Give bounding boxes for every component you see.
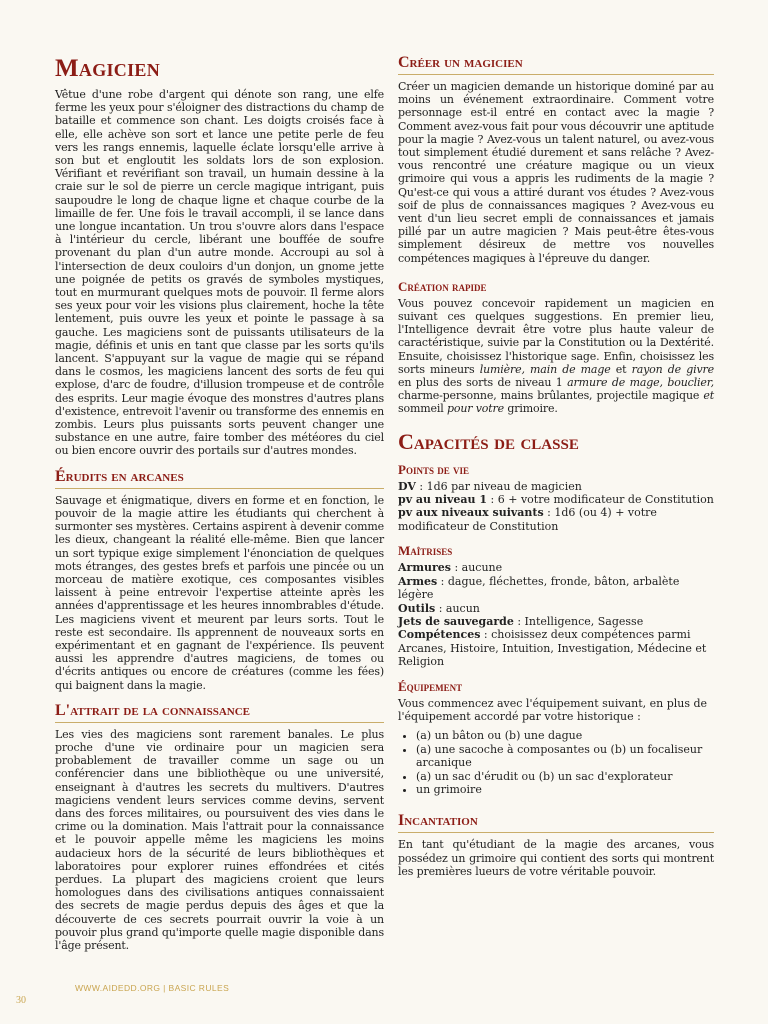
armes-line: Armes : dague, fléchettes, fronde, bâton, arbalète légère — [398, 574, 680, 602]
outils-line: Outils : aucun — [398, 601, 480, 615]
section-erudits-heading: Érudits en arcanes — [55, 468, 384, 489]
dv-line: DV : 1d6 par niveau de magicien — [398, 479, 582, 493]
armures-line: Armures : aucune — [398, 561, 503, 575]
pvn-line: pv aux niveaux suivants : 1d6 (ou 4) + votre modificateur de Constitution — [398, 506, 657, 533]
list-item: • (a) une sacoche à composantes ou (b) un focaliseur arcanique — [416, 743, 714, 770]
right-column — [398, 48, 714, 878]
class-title: Magicien — [55, 55, 161, 82]
list-item: • (a) un sac d'érudit ou (b) un sac d'explorateur — [416, 770, 714, 783]
list-item: • un grimoire — [416, 783, 714, 796]
section-creation-rapide-heading: Création rapide — [398, 278, 487, 294]
section-attrait-heading: L'attrait de la connaissance — [55, 702, 384, 723]
pv1-line: pv au niveau 1 : 6 + votre modificateur de Constitution — [398, 493, 714, 507]
list-item: • (a) un bâton ou (b) une dague — [416, 729, 714, 742]
section-creation-rapide-text: Vous pouvez concevoir rapidement un magicien en suivant ces quelques suggestions. En premier lieu, l'Intelligence devrait être votre plus haute valeur de caractéristique, suivie par la Constitution ou la Dextérité. Ensuite, choisissez l'historique sage. Enfin, choisissez les sorts mineurs lumière, main de mage et rayon de givre en plus des sorts de niveau 1 armure de mage, bouclier, charme-personne, mains brûlantes, projectile magique et sommeil pour votre grimoire. — [398, 296, 714, 416]
jets-line: Jets de sauvegarde : Intelligence, Sagesse — [398, 614, 644, 628]
maitrises-heading: Maîtrises — [398, 543, 453, 559]
equipement-list — [398, 729, 714, 796]
footer-site-link[interactable]: WWW.AIDEDD.ORG | BASIC RULES — [75, 983, 230, 993]
pv-heading: Points de vie — [398, 461, 469, 477]
section-erudits-text: Sauvage et énigmatique, divers en forme et en fonction, le pouvoir de la magie attire les étudiants qui cherchent à surmonter ses mystères. Certains aspirent à devenir comme les dieux, changeant la réalité elle-même. Bien que lancer un sort typique exige simplement l'énonciation de quelques mots étranges, des gestes brefs et parfois une pincée ou un morceau de matière exotique, ces composantes visibles laissent à peine entrevoir l'expertise atteinte après les années d'apprentissage et les heures innombrables d'étude. Les magiciens vivent et meurent par leurs sorts. Tout le reste est secondaire. Ils apprennent de nouveaux sorts en expérimentant et en gagnant de l'expérience. Ils peuvent aussi les apprendre d'autres magiciens, de tomes ou d'écrits antiques ou encore de créatures (comme les fées) qui baignent dans la magie. — [55, 493, 384, 692]
equipement-heading: Équipement — [398, 678, 463, 694]
left-column — [55, 48, 384, 952]
intro-paragraph: Vêtue d'une robe d'argent qui dénote son rang, une elfe ferme les yeux pour s'éloigner des distractions du champ de bataille et commence son chant. Les doigts croisés face à elle, elle achève son sort et lance une petite perle de feu vers les rangs ennemis, laquelle éclate lorsqu'elle arrive à son but et engloutit les soldats lors de son explosion. Vérifiant et revérifiant son travail, un humain dessine à la craie sur le sol de pierre un cercle magique intrigant, puis saupoudre le long de chaque ligne et chaque courbe de la limaille de fer. Une fois le travail accompli, il se lance dans une longue incantation. Un trou s'ouvre alors dans l'espace à l'intérieur du cercle, libérant une bouffée de soufre provenant du plan d'un autre monde. Accroupi au sol à l'intersection de deux couloirs d'un donjon, un gnome jette une poignée de petits os gravés de symboles mystiques, tout en murmurant quelques mots de pouvoir. Il ferme alors ses yeux pour voir les visions plus clairement, hoche la tête lentement, puis ouvre les yeux et pointe le passage à sa gauche. Les magiciens sont de puissants utilisateurs de la magie, définis et unis en tant que classe par les sorts qu'ils lancent. S'appuyant sur la vague de magie qui se répand dans le cosmos, les magiciens lancent des sorts de feu qui explose, d'arc de foudre, d'illusion trompeuse et de contrôle des esprits. Leur magie évoque des monstres d'autres plans d'existence, entrevoit l'avenir ou transforme des ennemis en zombis. Leurs plus puissants sorts peuvent changer une substance en une autre, faire tomber des météores du ciel ou bien encore ouvrir des portails sur d'autres mondes. — [55, 88, 384, 458]
incantation-heading: Incantation — [398, 812, 714, 833]
section-attrait-text: Les vies des magiciens sont rarement banales. Le plus proche d'une vie ordinaire pour un magicien sera probablement de travailler comme un sage ou un conférencier dans une bibliothèque ou une université, enseignant à d'autres les secrets du multivers. D'autres magiciens vendent leurs services comme devins, servent dans des forces militaires, ou poursuivent des vies dans le crime ou la domination. Mais l'attrait pour la connaissance et le pouvoir appelle même les magiciens les moins audacieux hors de la sécurité de leurs bibliothèques et laboratoires pour explorer ruines effondrées et cités perdues. La plupart des magiciens croient que leurs homologues dans des civilisations antiques connaissaient des secrets de magie perdus depuis des âges et que la découverte de ces secrets pourrait ouvrir la voie à un pouvoir plus grand qu'importe quelle magie disponible dans l'âge présent. — [55, 727, 384, 952]
section-creer-heading: Créer un magicien — [398, 54, 714, 75]
page-number: 30 — [16, 995, 26, 1006]
section-capacites-heading: Capacités de classe — [398, 428, 579, 454]
competences-line: Compétences : choisissez deux compétences parmi Arcanes, Histoire, Intuition, Investigation, Médecine et Religion — [398, 628, 707, 669]
section-creer-text: Créer un magicien demande un historique dominé par au moins un événement extraordinaire. Comment votre personnage est-il entré en contact avec la magie ? Comment avez-vous fait pour vous découvrir une aptitude pour la magie ? Avez-vous un talent naturel, ou avez-vous tout simplement étudié durement et sans relâche ? Avez-vous rencontré une créature magique ou un vieux grimoire qui vous a appris les rudiments de la magie ? Qu'est-ce qui vous a attiré durant vos études ? Avez-vous soif de plus de connaissances magiques ? Avez-vous eu vent d'un lieu secret empli de connaissances et jamais pillé par un autre magicien ? Mais peut-être êtes-vous simplement désireux de mettre vos nouvelles compétences magiques à l'épreuve du danger. — [398, 80, 714, 265]
equipement-text: Vous commencez avec l'équipement suivant, en plus de l'équipement accordé par votre historique : — [398, 696, 708, 723]
incantation-text: En tant qu'étudiant de la magie des arcanes, vous possédez un grimoire qui contient des sorts qui montrent les premières lueurs de votre véritable pouvoir. — [398, 838, 714, 878]
